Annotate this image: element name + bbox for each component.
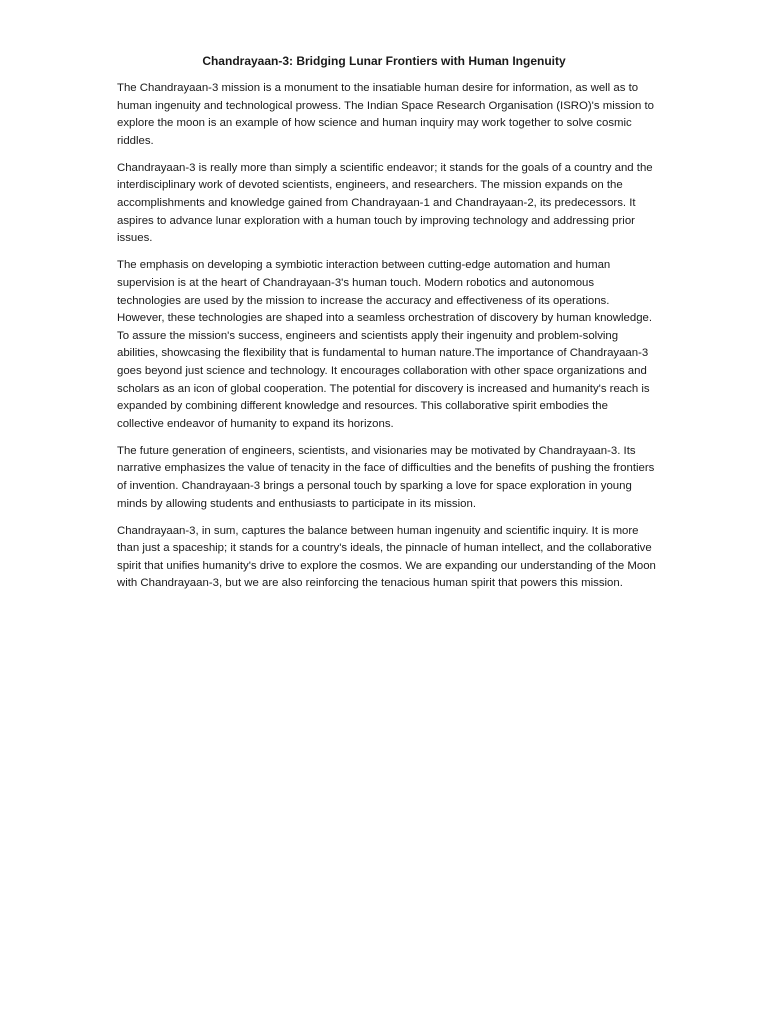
document-body (117, 80, 657, 603)
paragraph-conclusion: Chandrayaan-3, in sum, captures the balance between human ingenuity and scientific inquiry. It is more than just a spaceship; it stands for a country's ideals, the pinnacle of human intellect, and the collaborative spirit that unifies humanity's drive to explore the cosmos. We are expanding our understanding of the Moon with Chandrayaan-3, but we are also reinforcing the tenacious human spirit that powers this mission. (117, 524, 656, 590)
paragraph-future-generation: The future generation of engineers, scientists, and visionaries may be motivated by Chandrayaan-3. Its narrative emphasizes the value of tenacity in the face of difficulties and the benefits of pushing the frontiers of invention. Chandrayaan-3 brings a personal touch by sparking a love for space exploration in young minds by allowing students and enthusiasts to participate in its mission. (117, 444, 655, 510)
paragraph-national-goals: Chandrayaan-3 is really more than simply a scientific endeavor; it stands for the goals of a country and the interdisciplinary work of devoted scientists, engineers, and researchers. The mission expands on the accomplishments and knowledge gained from Chandrayaan-1 and Chandrayaan-2, its predecessors. It aspires to advance lunar exploration with a human touch by improving technology and addressing prior issues. (117, 161, 653, 245)
paragraph-human-touch: The emphasis on developing a symbiotic interaction between cutting-edge automation and human supervision is at the heart of Chandrayaan-3's human touch. Modern robotics and autonomous technologies are used by the mission to increase the accuracy and effectiveness of its operations. However, these technologies are shaped into a seamless orchestration of discovery by human knowledge. To assure the mission's success, engineers and scientists apply their ingenuity and problem-solving abilities, showcasing the flexibility that is fundamental to human nature.The importance of Chandrayaan-3 goes beyond just science and technology. It encourages collaboration with other space organizations and scholars as an icon of global cooperation. The potential for discovery is increased and humanity's reach is expanded by combining different knowledge and resources. This collaborative spirit embodies the collective endeavor of humanity to expand its horizons. (117, 259, 653, 430)
document-title: Chandrayaan-3: Bridging Lunar Frontiers with Human Ingenuity (202, 54, 566, 68)
paragraph-intro: The Chandrayaan-3 mission is a monument to the insatiable human desire for information, as well as to human ingenuity and technological prowess. The Indian Space Research Organisation (ISRO)'s mission to explore the moon is an example of how science and human inquiry may work together to solve cosmic riddles. (117, 82, 654, 147)
